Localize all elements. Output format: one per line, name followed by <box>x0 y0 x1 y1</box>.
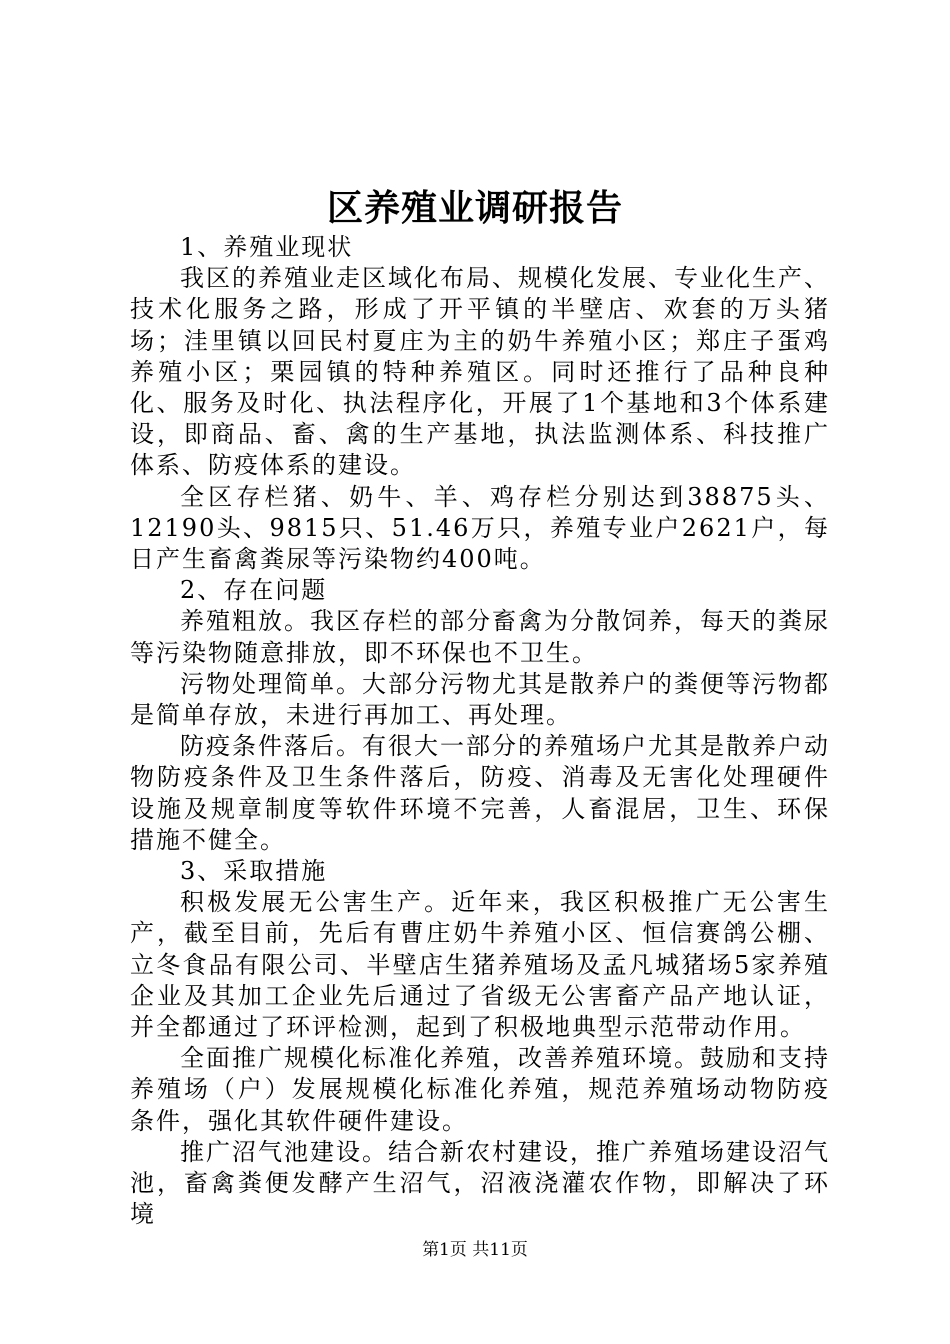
body-paragraph: 积极发展无公害生产。近年来，我区积极推广无公害生产，截至目前，先后有曹庄奶牛养殖小区、恒信赛鸽公棚、立冬食品有限公司、半壁店生猪养殖场及孟凡城猪场5家养殖企业及其加工企业先后通过了省级无公害畜产品产地认证，并全都通过了环评检测，起到了积极地典型示范带动作用。 <box>130 888 830 1042</box>
body-paragraph: 防疫条件落后。有很大一部分的养殖场户尤其是散养户动物防疫条件及卫生条件落后，防疫、消毒及无害化处理硬件设施及规章制度等软件环境不完善，人畜混居，卫生、环保措施不健全。 <box>130 732 830 854</box>
section-heading: 2、存在问题 <box>180 576 328 605</box>
page-footer: 第1页 共11页 <box>422 1240 528 1260</box>
body-paragraph: 污物处理简单。大部分污物尤其是散养户的粪便等污物都是简单存放，未进行再加工、再处理。 <box>130 669 830 730</box>
body-paragraph: 我区的养殖业走区域化布局、规模化发展、专业化生产、技术化服务之路，形成了开平镇的半壁店、欢套的万头猪场；洼里镇以回民村夏庄为主的奶牛养殖小区；郑庄子蛋鸡养殖小区；栗园镇的特种养殖区。同时还推行了品种良种化、服务及时化、执法程序化，开展了1个基地和3个体系建设，即商品、畜、禽的生产基地，执法监测体系、科技推广体系、防疫体系的建设。 <box>130 264 830 480</box>
document-title: 区养殖业调研报告 <box>326 187 623 229</box>
body-paragraph: 养殖粗放。我区存栏的部分畜禽为分散饲养，每天的粪尿等污染物随意排放，即不环保也不卫生。 <box>130 607 830 667</box>
section-heading: 1、养殖业现状 <box>180 233 354 261</box>
section-heading: 3、采取措施 <box>180 857 328 886</box>
body-paragraph: 全面推广规模化标准化养殖，改善养殖环境。鼓励和支持养殖场（户）发展规模化标准化养殖，规范养殖场动物防疫条件，强化其软件硬件建设。 <box>130 1044 830 1135</box>
document-body <box>130 232 830 1231</box>
body-paragraph: 推广沼气池建设。结合新农村建设，推广养殖场建设沼气池，畜禽粪便发酵产生沼气，沼液浇灌农作物，即解决了环境 <box>130 1137 830 1229</box>
body-paragraph: 全区存栏猪、奶牛、羊、鸡存栏分别达到38875头、12190头、9815只、51.46万只，养殖专业户2621户，每日产生畜禽粪尿等污染物约400吨。 <box>130 482 830 574</box>
